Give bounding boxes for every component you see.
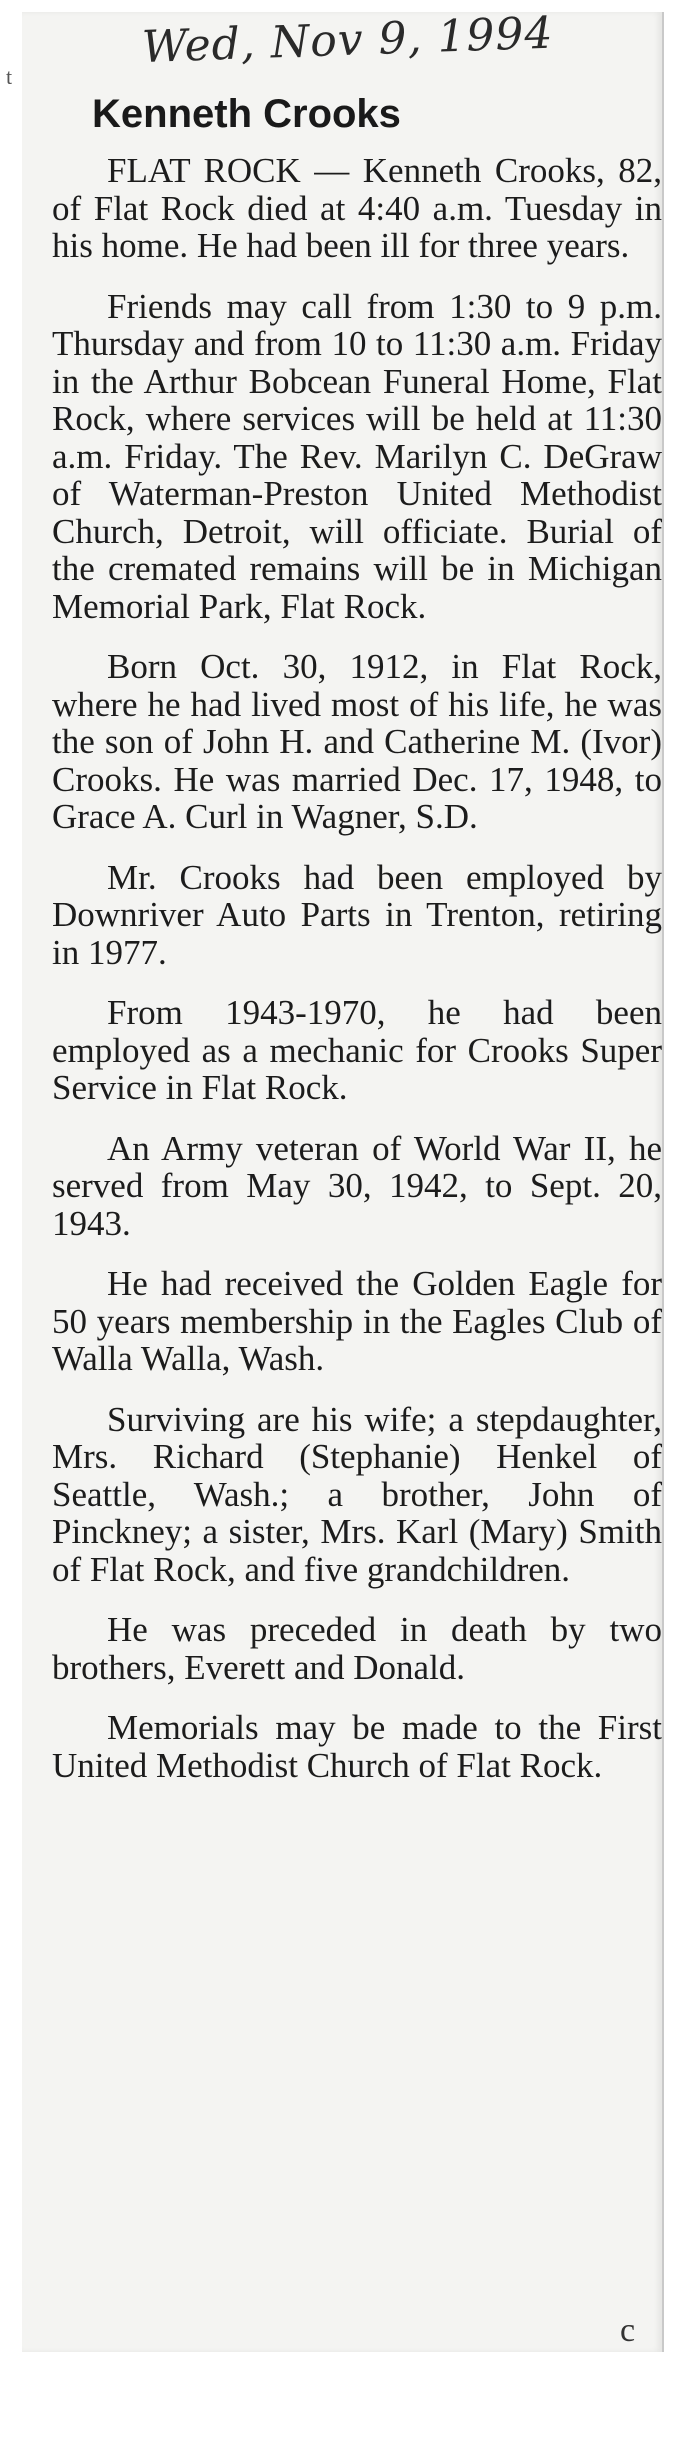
paragraph-preceded: He was preceded in death by two brothers, Everett and Donald.: [52, 1610, 662, 1687]
paragraph-eagles-club: He had received the Golden Eagle for 50 years membership in the Eagles Club of Walla Walla, Wash.: [52, 1264, 662, 1378]
obituary-headline: Kenneth Crooks: [92, 92, 401, 136]
paragraph-mechanic: From 1943-1970, he had been employed as a mechanic for Crooks Super Service in Flat Rock.: [52, 993, 662, 1107]
paragraph-memorials: Memorials may be made to the First United Methodist Church of Flat Rock.: [52, 1708, 662, 1785]
handwritten-date: Wed, Nov 9, 1994: [141, 7, 555, 73]
obituary-body: [52, 152, 662, 1807]
margin-mark: t: [6, 64, 13, 89]
paragraph-birth-marriage: Born Oct. 30, 1912, in Flat Rock, where he had lived most of his life, he was the son of John H. and Catherine M. (Ivor) Crooks. He was married Dec. 17, 1948, to Grace A. Curl in Wagner, S.D.: [52, 647, 662, 836]
paragraph-employment: Mr. Crooks had been employed by Downriver Auto Parts in Trenton, retiring in 1977.: [52, 857, 662, 972]
paragraph-services: Friends may call from 1:30 to 9 p.m. Thursday and from 10 to 11:30 a.m. Friday in the Arthur Bobcean Funeral Home, Flat Rock, where services will be held at 11:30 a.m. Friday. The Rev. Marilyn C. DeGraw of Waterman-Preston United Methodist Church, Detroit, will officiate. Burial of the cremated remains will be in Michigan Memorial Park, Flat Rock.: [52, 286, 662, 626]
paragraph-military: An Army veteran of World War II, he served from May 30, 1942, to Sept. 20, 1943.: [52, 1128, 662, 1243]
newspaper-clipping: [22, 7, 664, 2352]
paragraph-death-notice: FLAT ROCK — Kenneth Crooks, 82, of Flat Rock died at 4:40 a.m. Tuesday in his home. He had been ill for three years.: [52, 151, 662, 265]
edge-fragment: c: [620, 2312, 636, 2349]
paragraph-survivors: Surviving are his wife; a stepdaughter, Mrs. Richard (Stephanie) Henkel of Seattle, Wash.; a brother, John of Pinckney; a sister, Mrs. Karl (Mary) Smith of Flat Rock, and five grandchildren.: [52, 1399, 662, 1589]
